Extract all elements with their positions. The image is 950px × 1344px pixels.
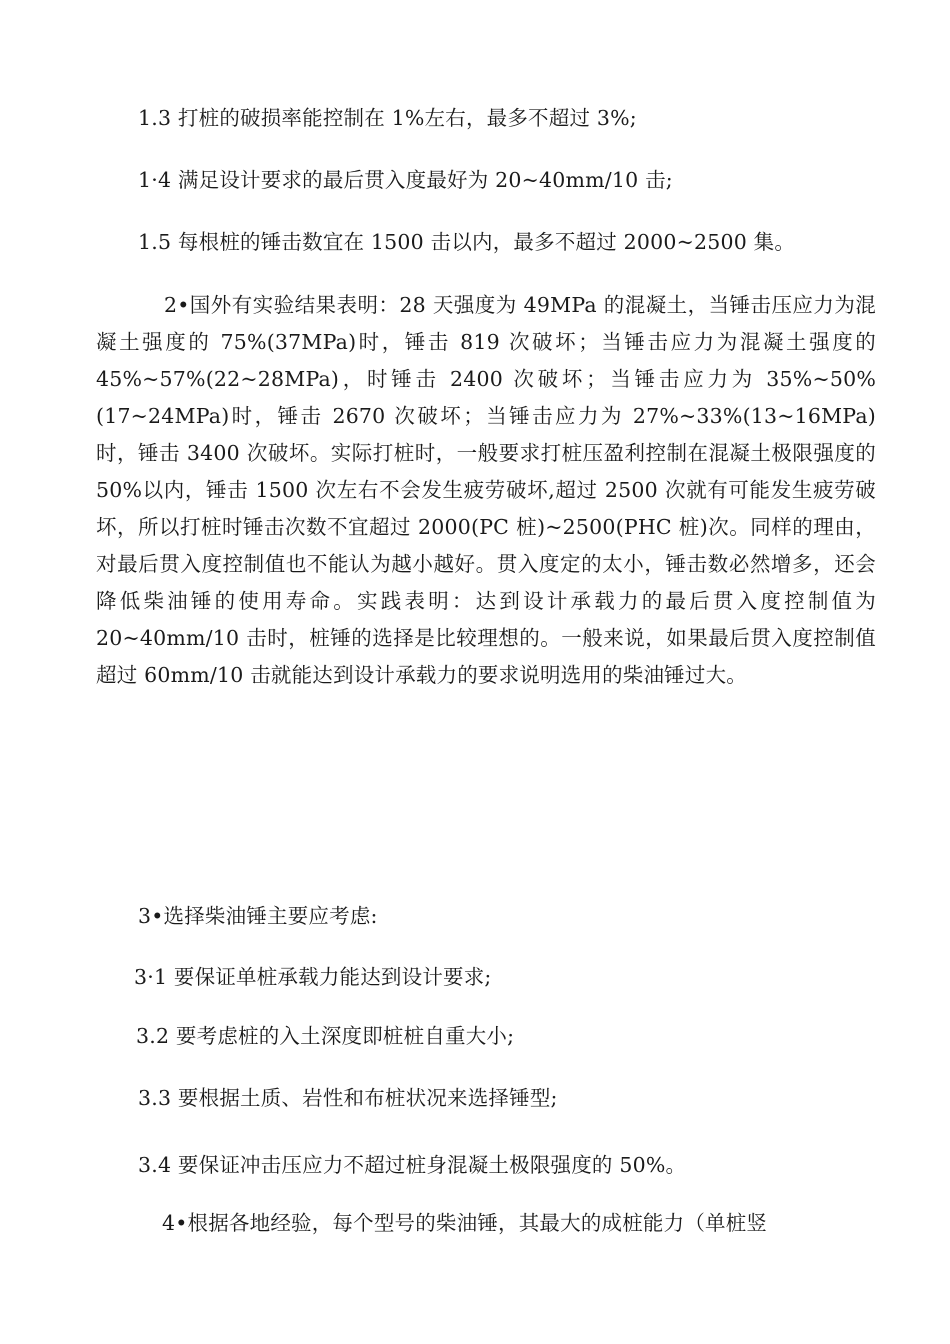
item-3-heading: 3•选择柴油锤主要应考虑:	[138, 904, 378, 928]
item-3-2: 3.2 要考虑桩的入土深度即桩桩自重大小;	[136, 1024, 515, 1048]
item-3-4: 3.4 要保证冲击压应力不超过桩身混凝土极限强度的 50%。	[138, 1153, 687, 1177]
item-3-3: 3.3 要根据土质、岩性和布桩状况来选择锤型;	[138, 1086, 558, 1110]
item-3-1: 3·1 要保证单桩承载力能达到设计要求;	[134, 965, 492, 989]
item-1-4: 1·4 满足设计要求的最后贯入度最好为 20~40mm/10 击;	[138, 168, 673, 192]
item-1-3: 1.3 打桩的破损率能控制在 1%左右，最多不超过 3%;	[138, 106, 637, 130]
paragraph-2: 2•国外有实验结果表明：28 天强度为 49MPa 的混凝土，当锤击压应力为混凝土强度的 75%(37MPa)时，锤击 819 次破坏；当锤击应力为混凝土强度的 45%~57%(22~28MPa)，时锤击 2400 次破坏；当锤击应力为 35%~50%(17~24MPa)时，锤击 2670 次破坏；当锤击应力为 27%~33%(13~16MPa)时，锤击 3400 次破坏。实际打桩时，一般要求打桩压盈利控制在混凝土极限强度的 50%以内，锤击 1500 次左右不会发生疲劳破坏,超过 2500 次就有可能发生疲劳破坏，所以打桩时锤击次数不宜超过 2000(PC 桩)~2500(PHC 桩)次。同样的理由，对最后贯入度控制值也不能认为越小越好。贯入度定的太小，锤击数必然增多，还会降低柴油锤的使用寿命。实践表明：达到设计承载力的最后贯入度控制值为 20~40mm/10 击时，桩锤的选择是比较理想的。一般来说，如果最后贯入度控制值超过 60mm/10 击就能达到设计承载力的要求说明选用的柴油锤过大。	[96, 293, 876, 687]
item-1-5: 1.5 每根桩的锤击数宜在 1500 击以内，最多不超过 2000~2500 集。	[138, 230, 796, 254]
item-4-heading: 4•根据各地经验，每个型号的柴油锤，其最大的成桩能力（单桩竖	[162, 1211, 768, 1235]
